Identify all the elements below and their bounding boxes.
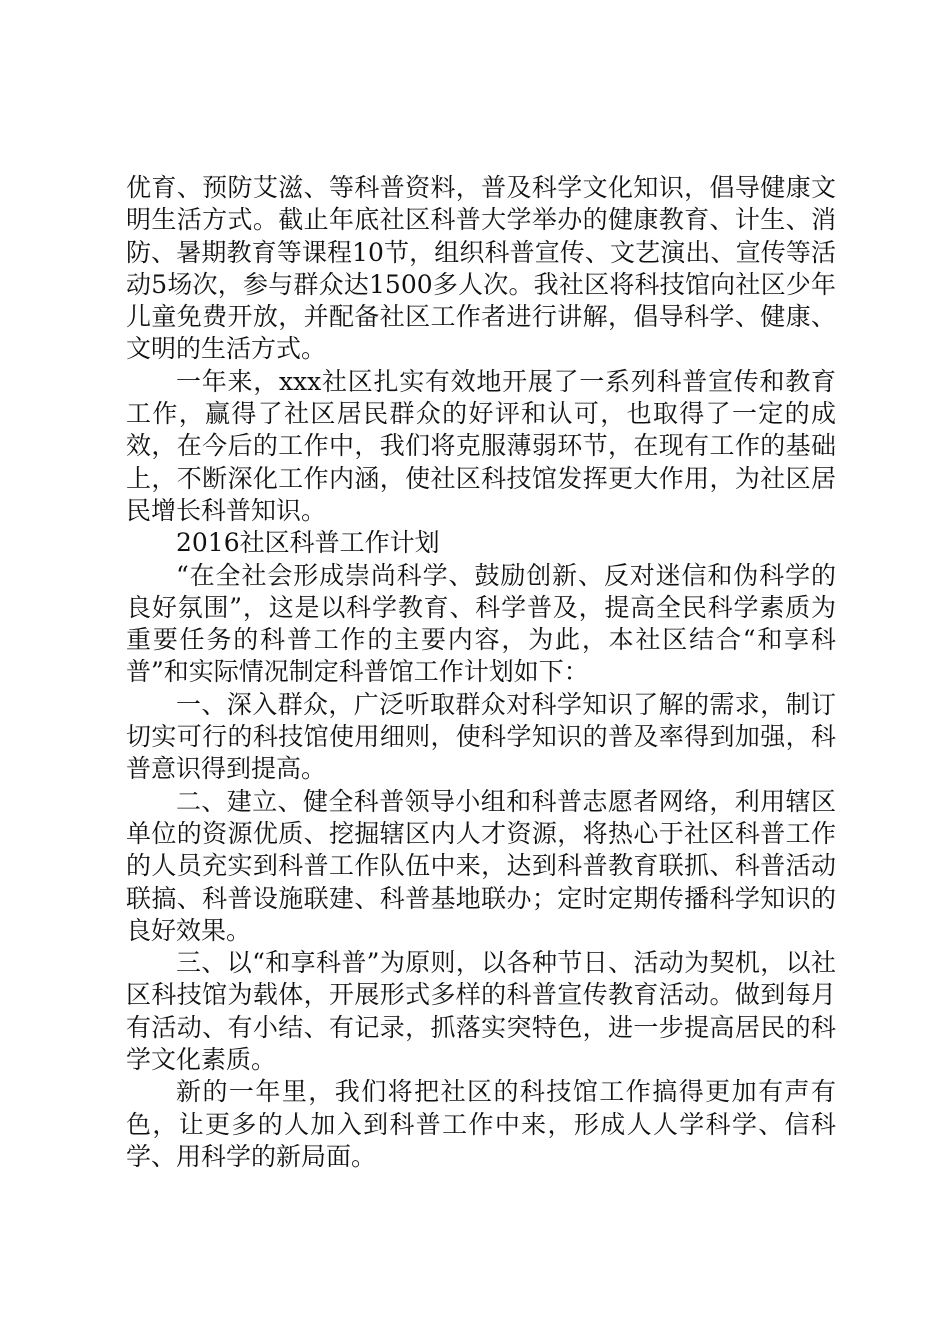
paragraph-item-1: 一、深入群众，广泛听取群众对科学知识了解的需求，制订切实可行的科技馆使用细则，使科学知识的普及率得到加强，科普意识得到提高。 xyxy=(126,689,836,784)
paragraph-summary: 一年来，xxx社区扎实有效地开展了一系列科普宣传和教育工作，赢得了社区居民群众的好评和认可，也取得了一定的成效，在今后的工作中，我们将克服薄弱环节，在现有工作的基础上，不断深化工作内涵，使社区科技馆发挥更大作用，为社区居民增长科普知识。 xyxy=(126,366,836,525)
paragraph-closing: 新的一年里，我们将把社区的科技馆工作搞得更加有声有色，让更多的人加入到科普工作中来，形成人人学科学、信科学、用科学的新局面。 xyxy=(126,1077,836,1171)
paragraph-continuation: 优育、预防艾滋、等科普资料，普及科学文化知识，倡导健康文明生活方式。截止年底社区科普大学举办的健康教育、计生、消防、暑期教育等课程10节，组织科普宣传、文艺演出、宣传等活动5场次，参与群众达1500多人次。我社区将科技馆向社区少年儿童免费开放，并配备社区工作者进行讲解，倡导科学、健康、文明的生活方式。 xyxy=(126,173,836,364)
paragraph-item-2: 二、建立、健全科普领导小组和科普志愿者网络，利用辖区单位的资源优质、挖掘辖区内人才资源，将热心于社区科普工作的人员充实到科普工作队伍中来，达到科普教育联抓、科普活动联搞、科普设施联建、科普基地联办；定时定期传播科学知识的良好效果。 xyxy=(126,786,836,945)
paragraph-item-3: 三、以“和享科普”为原则，以各种节日、活动为契机，以社区科技馆为载体，开展形式多样的科普宣传教育活动。做到每月有活动、有小结、有记录，抓落实突特色，进一步提高居民的科学文化素质。 xyxy=(126,948,836,1075)
paragraph-intro: “在全社会形成崇尚科学、鼓励创新、反对迷信和伪科学的良好氛围”，这是以科学教育、科学普及，提高全民科学素质为重要任务的科普工作的主要内容，为此，本社区结合“和享科普”和实际情况制定科普馆工作计划如下： xyxy=(126,560,836,687)
document-body xyxy=(126,172,836,1173)
section-heading: 2016社区科普工作计划 xyxy=(176,528,440,558)
